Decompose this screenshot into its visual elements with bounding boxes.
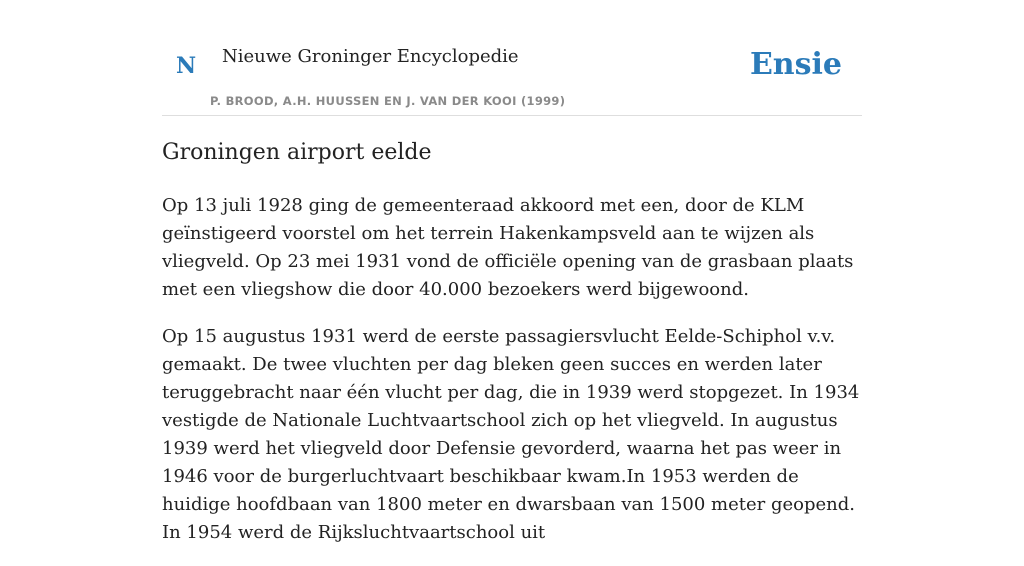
article-paragraph: Op 13 juli 1928 ging de gemeenteraad akkoord met een, door de KLM geïnstigeerd voorstel om het terrein Hakenkampsveld aan te wijzen als vliegveld. Op 23 mei 1931 vond de officiële opening van de grasbaan plaats met een vliegshow die door 40.000 bezoekers werd bijgewoond. <box>162 195 854 300</box>
source-logo[interactable]: N <box>176 53 197 79</box>
source-authors: P. BROOD, A.H. HUUSSEN EN J. VAN DER KOOI (1999) <box>210 94 566 108</box>
article-title: Groningen airport eelde <box>162 140 432 165</box>
article-paragraph: Op 15 augustus 1931 werd de eerste passagiersvlucht Eelde-Schiphol v.v. gemaakt. De twee vluchten per dag bleken geen succes en werden later teruggebracht naar één vlucht per dag, die in 1939 werd stopgezet. In 1934 vestigde de Nationale Luchtvaartschool zich op het vliegveld. In augustus 1939 werd het vliegveld door Defensie gevorderd, waarna het pas weer in 1946 voor de burgerluchtvaart beschikbaar kwam.In 1953 werden de huidige hoofdbaan van 1800 meter en dwarsbaan van 1500 meter geopend. In 1954 werd de Rijksluchtvaartschool uit <box>162 326 860 543</box>
article-card <box>162 0 862 543</box>
source-header <box>162 0 862 116</box>
source-title-link[interactable]: Nieuwe Groninger Encyclopedie <box>222 46 519 67</box>
article-body <box>162 192 862 566</box>
ensie-logo[interactable]: Ensie <box>749 47 842 82</box>
